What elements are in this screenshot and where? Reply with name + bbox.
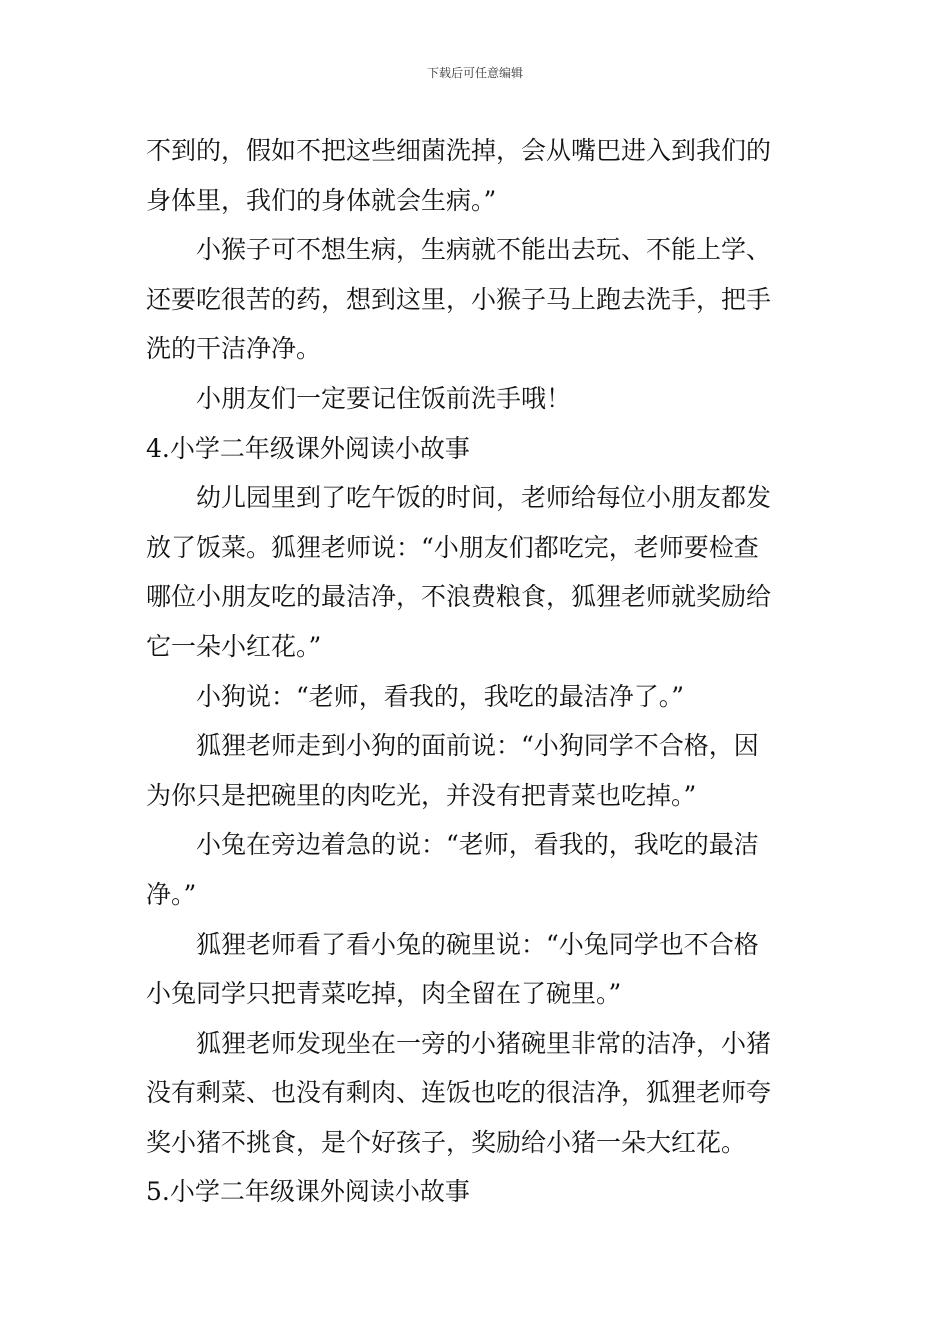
text-line: 狐狸老师发现坐在一旁的小猪碗里非常的洁净，小猪 [196,1028,772,1058]
section-heading: 4.小学二年级课外阅读小故事 [146,433,470,463]
text-line: 放了饭菜。狐狸老师说：“小朋友们都吃完，老师要检查 [146,532,759,562]
text-line: 没有剩菜、也没有剩肉、连饭也吃的很洁净，狐狸老师夸 [146,1078,772,1108]
text-line: 小狗说：“老师，看我的，我吃的最洁净了。” [196,681,685,711]
text-line: 它一朵小红花。” [146,631,322,661]
text-line: 小猴子可不想生病，生病就不能出去玩、不能上学、 [196,235,772,265]
text-line: 为你只是把碗里的肉吃光，并没有把青菜也吃掉。” [146,780,697,810]
text-line: 狐狸老师看了看小兔的碗里说：“小兔同学也不合格 [196,929,759,959]
text-line: 小兔同学只把青菜吃掉，肉全留在了碗里。” [146,979,622,1009]
text-line: 幼儿园里到了吃午饭的时间，老师给每位小朋友都发 [196,483,772,513]
section-heading: 5.小学二年级课外阅读小故事 [146,1177,470,1207]
text-line: 奖小猪不挑食，是个好孩子，奖励给小猪一朵大红花。 [146,1127,747,1157]
text-line: 还要吃很苦的药，想到这里，小猴子马上跑去洗手，把手 [146,284,772,314]
text-line: 小兔在旁边着急的说：“老师，看我的，我吃的最洁 [196,830,759,860]
page-header: 下载后可任意编辑 [426,66,523,80]
text-line: 洗的干洁净净。 [146,334,322,364]
document-body [146,126,812,1217]
text-line: 小朋友们一定要记住饭前洗手哦！ [196,383,572,413]
text-line: 狐狸老师走到小狗的面前说：“小狗同学不合格，因 [196,731,759,761]
text-line: 哪位小朋友吃的最洁净，不浪费粮食，狐狸老师就奖励给 [146,582,772,612]
text-line: 身体里，我们的身体就会生病。” [146,185,497,215]
text-line: 不到的，假如不把这些细菌洗掉，会从嘴巴进入到我们的 [146,136,772,165]
text-line: 净。” [146,879,197,909]
